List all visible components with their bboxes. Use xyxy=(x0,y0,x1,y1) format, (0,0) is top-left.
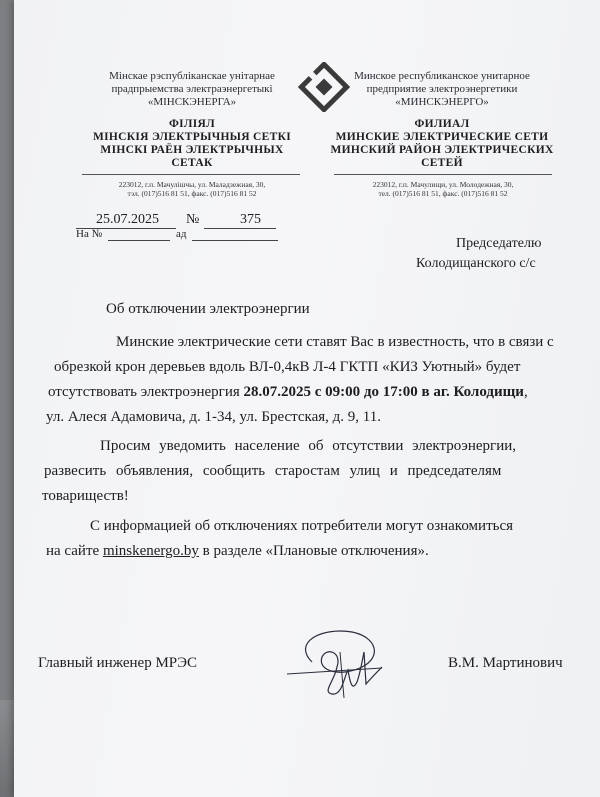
reg-no-label: № xyxy=(186,212,200,227)
p1-line3-plain: отсутствовать электроэнергия xyxy=(48,384,244,400)
letter-subject: Об отключении электроэнергии xyxy=(106,301,310,317)
left-org-line1: Мінскае рэспубліканскае унітарнае xyxy=(109,70,275,82)
website-link[interactable]: minskenergo.by xyxy=(102,543,199,559)
p2-line1: Просим уведомить население об отсутствии электроэнергии, xyxy=(100,438,517,454)
right-branch: ФИЛИАЛ xyxy=(414,118,470,130)
signatory-name: В.М. Мартинович xyxy=(448,655,563,671)
reg-number: 375 xyxy=(240,212,261,227)
addressee-line2: Колодищанского с/с xyxy=(416,256,536,271)
right-address-line1: 223012, г.п. Мачулищи, ул. Молодежная, 30, xyxy=(372,180,514,189)
left-org-line3: «МІНСКЭНЕРГА» xyxy=(147,96,237,108)
left-address-line1: 223012, г.п. Мачулішчы, ул. Маладзежная, 30, xyxy=(118,180,266,189)
reg-number-line xyxy=(204,228,276,229)
ref-number-line xyxy=(108,240,170,241)
p3-line2 xyxy=(46,543,429,560)
left-branch-line3: СЕТАК xyxy=(171,157,213,169)
p3-line1: С информацией об отключениях потребители могут ознакомиться xyxy=(90,518,514,534)
p1-line3 xyxy=(48,384,528,401)
left-branch: ФІЛІЯЛ xyxy=(168,118,216,130)
p2-line2: развесить объявления, сообщить старостам улиц и председателям xyxy=(44,463,502,479)
left-address-line2: тэл. (017)516 81 51, факс. (017)516 81 52 xyxy=(127,189,257,198)
ref-date-label: ад xyxy=(176,228,187,240)
p2-line3: товариществ! xyxy=(42,488,129,504)
left-header-rule xyxy=(82,174,300,175)
right-header-rule xyxy=(334,174,552,175)
right-branch-line3: СЕТЕЙ xyxy=(421,157,463,169)
p3-line2-start: на сайте xyxy=(46,543,103,559)
p3-line2-end: в разделе «Плановые отключения». xyxy=(198,543,429,559)
signatory-position: Главный инженер МРЭС xyxy=(38,655,198,671)
outage-date-time-place: 28.07.2025 с 09:00 до 17:00 в аг. Колодищи xyxy=(243,384,524,400)
p1-line2: обрезкой крон деревьев вдоль ВЛ-0,4кВ Л-4 ГКТП «КИЗ Уютный» будет xyxy=(54,359,521,375)
right-org-line1: Минское республиканское унитарное xyxy=(354,70,530,82)
letter-page xyxy=(14,0,600,797)
left-org-line2: прадпрыемства электраэнергетыкі xyxy=(111,83,273,95)
ref-label: На № xyxy=(76,228,103,240)
right-branch-line2: МИНСКИЙ РАЙОН ЭЛЕКТРИЧЕСКИХ xyxy=(330,144,554,156)
p1-line3-end: , xyxy=(523,384,528,400)
right-branch-line1: МИНСКИЕ ЭЛЕКТРИЧЕСКИЕ СЕТИ xyxy=(335,131,549,143)
right-org-line2: предприятие электроэнергетики xyxy=(366,83,518,95)
ref-date-line xyxy=(192,240,278,241)
left-branch-line2: МІНСКІ РАЁН ЭЛЕКТРЫЧНЫХ xyxy=(100,144,284,156)
p1-line4: ул. Алеся Адамовича, д. 1-34, ул. Брестская, д. 9, 11. xyxy=(46,409,382,425)
handwritten-signature xyxy=(282,622,392,702)
addressee-line1: Председателю xyxy=(456,236,542,251)
right-org-line3: «МИНСКЭНЕРГО» xyxy=(395,96,489,108)
reg-date: 25.07.2025 xyxy=(96,212,159,227)
left-branch-line1: МІНСКІЯ ЭЛЕКТРЫЧНЫЯ СЕТКІ xyxy=(92,131,292,143)
right-address-line2: тел. (017)516 81 51, факс. (017)516 81 52 xyxy=(378,189,508,198)
p1-line1: Минские электрические сети ставят Вас в известность, что в связи с xyxy=(116,334,554,350)
